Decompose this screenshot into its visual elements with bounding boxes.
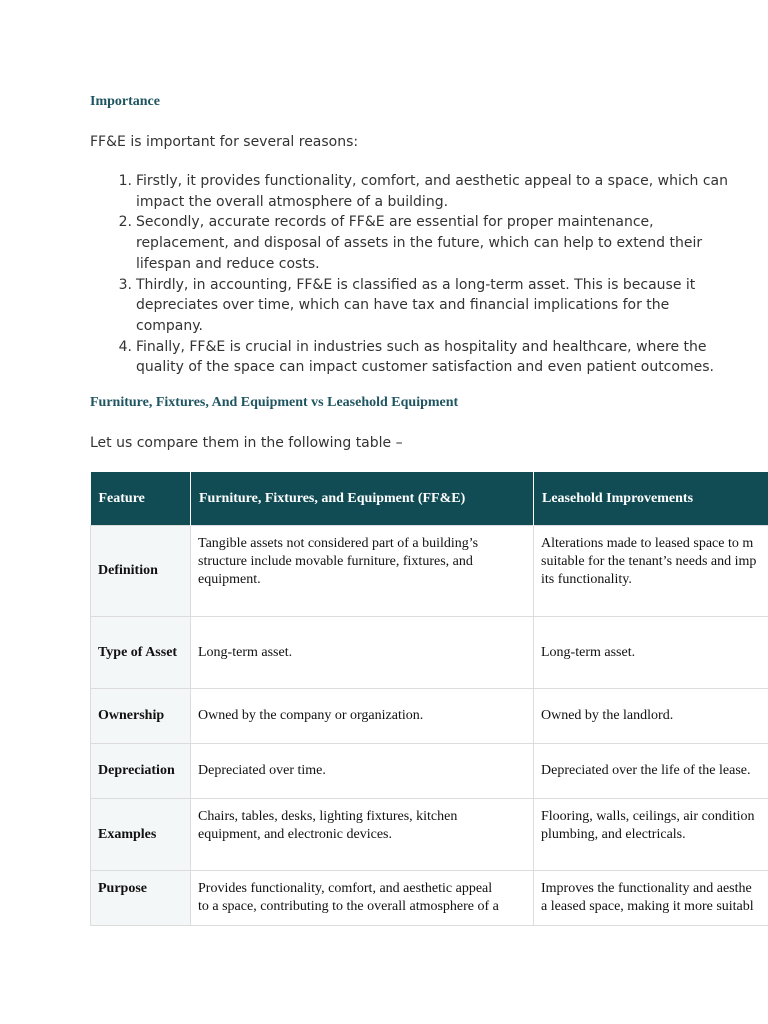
leasehold-cell <box>534 744 768 799</box>
cell-line: equipment. <box>198 572 261 587</box>
cell-line: Provides functionality, comfort, and aesthetic appeal <box>198 881 493 896</box>
table-row <box>91 617 768 689</box>
list-item <box>118 337 736 378</box>
comparison-heading: Furniture, Fixtures, And Equipment vs Leasehold Equipment <box>90 395 459 410</box>
leasehold-cell <box>534 799 768 871</box>
row-label: Depreciation <box>91 744 191 799</box>
table-row <box>91 799 768 871</box>
cell-line: a leased space, making it more suitabl <box>541 899 754 914</box>
cell-line: Improves the functionality and aesthe <box>541 881 752 896</box>
cell-line: structure include movable furniture, fixtures, and <box>198 554 473 569</box>
leasehold-cell <box>534 617 768 689</box>
row-label: Type of Asset <box>91 617 191 689</box>
ffe-cell <box>191 871 534 926</box>
cell-line: Alterations made to leased space to m <box>541 536 754 551</box>
cell-line: Chairs, tables, desks, lighting fixtures, kitchen <box>198 809 458 824</box>
table-row <box>91 744 768 799</box>
cell-line: Depreciated over the life of the lease. <box>541 763 751 778</box>
leasehold-cell <box>534 526 768 617</box>
row-label: Examples <box>91 799 191 871</box>
row-label: Definition <box>91 526 191 617</box>
cell-line: Long-term asset. <box>198 644 293 660</box>
cell-line: equipment, and electronic devices. <box>198 827 392 842</box>
list-item <box>118 212 736 274</box>
reasons-list <box>90 171 736 378</box>
list-item-text: Thirdly, in accounting, FF&E is classified as a long-term asset. This is because it depreciates over time, which can have tax and financial implications for the company. <box>136 276 696 334</box>
table-row <box>91 526 768 617</box>
column-header-ffe: Furniture, Fixtures, and Equipment (FF&E) <box>191 472 534 526</box>
list-item-number: 3. <box>118 276 132 293</box>
table-row <box>91 689 768 744</box>
list-item-text: Finally, FF&E is crucial in industries such as hospitality and healthcare, where the quality of the space can impact customer satisfaction and even patient outcomes. <box>136 338 714 376</box>
cell-line: Depreciated over time. <box>198 763 326 778</box>
ffe-cell <box>191 526 534 617</box>
cell-line: Tangible assets not considered part of a building’s <box>198 536 479 551</box>
comparison-table-container <box>90 472 768 932</box>
importance-heading: Importance <box>90 94 160 109</box>
cell-line: to a space, contributing to the overall atmosphere of a <box>198 899 499 914</box>
cell-line: plumbing, and electricals. <box>541 827 686 842</box>
list-item-text: Firstly, it provides functionality, comfort, and aesthetic appeal to a space, which can impact the overall atmosphere of a building. <box>136 173 728 210</box>
column-header-leasehold: Leasehold Improvements <box>534 472 768 526</box>
cell-line: suitable for the tenant’s needs and imp <box>541 554 757 569</box>
ffe-cell <box>191 744 534 799</box>
cell-line: Owned by the company or organization. <box>198 708 424 723</box>
leasehold-cell <box>534 871 768 926</box>
row-label: Ownership <box>91 689 191 744</box>
list-item-number: 2. <box>118 214 132 231</box>
table-header-row <box>91 472 768 526</box>
cell-line: Flooring, walls, ceilings, air condition <box>541 809 755 824</box>
list-item-number: 1. <box>118 173 132 189</box>
table-row <box>91 871 768 926</box>
list-item <box>118 171 736 212</box>
cell-line: Owned by the landlord. <box>541 708 674 723</box>
ffe-cell <box>191 689 534 744</box>
ffe-cell <box>191 617 534 689</box>
cell-line: its functionality. <box>541 572 632 587</box>
list-item-number: 4. <box>118 338 132 355</box>
list-item <box>118 275 736 337</box>
ffe-cell <box>191 799 534 871</box>
comparison-table <box>90 472 768 926</box>
comparison-intro: Let us compare them in the following table – <box>90 435 403 451</box>
cell-line: Long-term asset. <box>541 644 636 660</box>
importance-intro: FF&E is important for several reasons: <box>90 134 359 150</box>
list-item-text: Secondly, accurate records of FF&E are essential for proper maintenance, replacement, and disposal of assets in the future, which can help to extend their lifespan and reduce costs. <box>136 214 703 272</box>
leasehold-cell <box>534 689 768 744</box>
row-label: Purpose <box>91 871 191 926</box>
column-header-feature: Feature <box>91 472 191 526</box>
